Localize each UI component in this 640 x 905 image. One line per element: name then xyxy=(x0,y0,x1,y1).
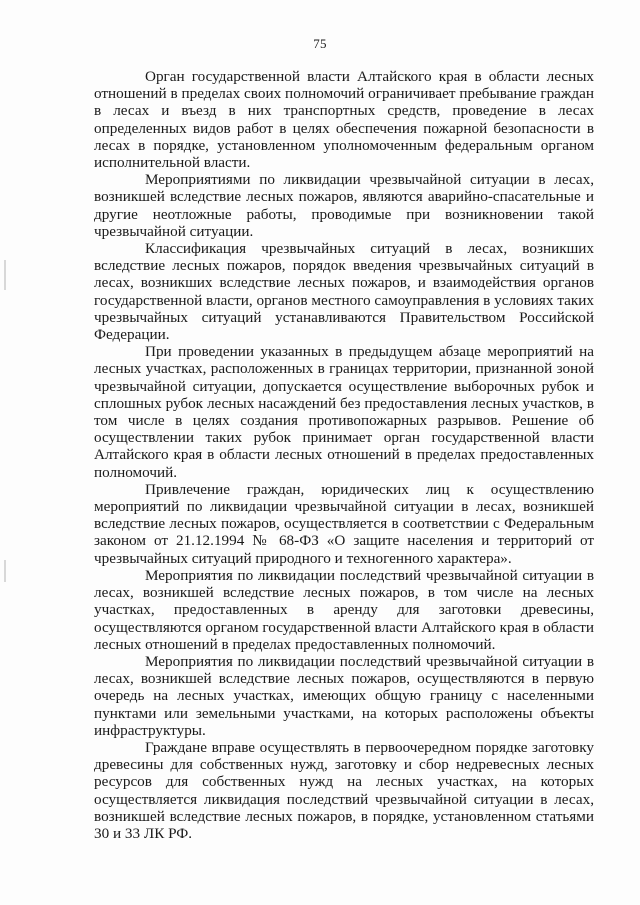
paragraph: Мероприятия по ликвидации последствий чрезвычайной ситуации в лесах, возникшей вследствие лесных пожаров, осуществляются в первую очередь на лесных участках, имеющих общую границу с населенными пунктами или земельными участками, на которых расположены объекты инфраструктуры. xyxy=(94,652,594,739)
paragraph: Привлечение граждан, юридических лиц к осуществлению мероприятий по ликвидации чрезвычайной ситуации в лесах, возникшей вследствие лесных пожаров, осуществляется в соответствии с Федеральным законом от 21.12.1994 № 68-ФЗ «О защите населения и территорий от чрезвычайных ситуаций природного и техногенного характера». xyxy=(94,480,594,567)
paragraph: При проведении указанных в предыдущем абзаце мероприятий на лесных участках, расположенных в границах территории, признанной зоной чрезвычайной ситуации, допускается осуществление выборочных рубок и сплошных рубок лесных насаждений без предоставления лесных участков, в том числе в целях создания противопожарных разрывов. Решение об осуществлении таких рубок принимает орган государственной власти Алтайского края в области лесных отношений в пределах предоставленных полномочий. xyxy=(94,343,594,481)
scan-edge-mark xyxy=(4,560,6,582)
page-number: 75 xyxy=(313,36,327,51)
scan-edge-mark xyxy=(4,260,6,290)
paragraph: Граждане вправе осуществлять в первоочередном порядке заготовку древесины для собственных нужд, заготовку и сбор недревесных лесных ресурсов для собственных нужд на лесных участках, на которых осуществляется ликвидация последствий чрезвычайной ситуации в лесах, возникшей вследствие лесных пожаров, в порядке, установленном статьями 30 и 33 ЛК РФ. xyxy=(94,738,594,842)
paragraph: Мероприятия по ликвидации последствий чрезвычайной ситуации в лесах, возникшей вследствие лесных пожаров, в том числе на лесных участках, предоставленных в аренду для заготовки древесины, осуществляются органом государственной власти Алтайского края в области лесных отношений в пределах предоставленных полномочий. xyxy=(94,566,594,653)
paragraph: Орган государственной власти Алтайского края в области лесных отношений в пределах своих полномочий ограничивает пребывание граждан в лесах и въезд в них транспортных средств, проведение в лесах определенных видов работ в целях обеспечения пожарной безопасности в лесах в порядке, установленном уполномоченным федеральным органом исполнительной власти. xyxy=(94,68,594,172)
body-text xyxy=(94,68,594,842)
paragraph: Классификация чрезвычайных ситуаций в лесах, возникших вследствие лесных пожаров, порядок введения чрезвычайных ситуаций в лесах, возникших вследствие лесных пожаров, и взаимодействия органов государственной власти, органов местного самоуправления в условиях таких чрезвычайных ситуаций устанавливаются Правительством Российской Федерации. xyxy=(94,240,594,344)
paragraph: Мероприятиями по ликвидации чрезвычайной ситуации в лесах, возникшей вследствие лесных пожаров, являются аварийно-спасательные и другие неотложные работы, проводимые при возникновении такой чрезвычайной ситуации. xyxy=(94,171,594,240)
